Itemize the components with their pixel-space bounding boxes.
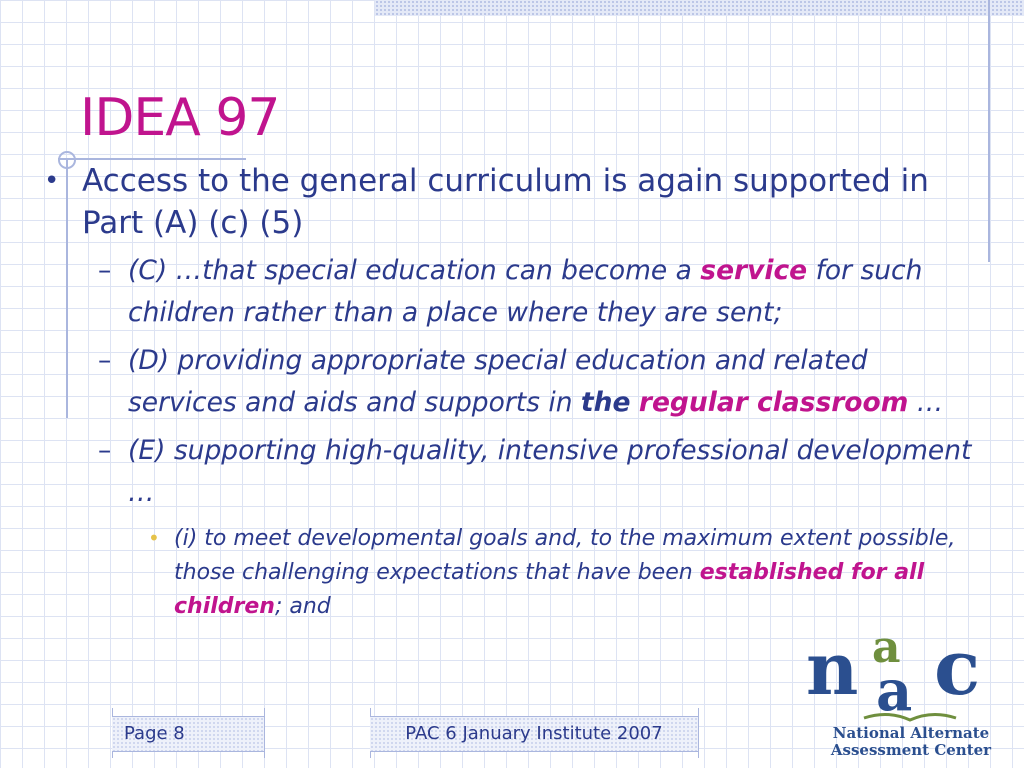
main-bullet [44, 160, 984, 244]
main-bullet-text: Access to the general curriculum is again supported in Part (A) (c) (5) [82, 163, 929, 241]
sub-bullet-c-emphasis: service [700, 255, 808, 286]
header-band [375, 0, 1024, 16]
footer-event-text: PAC 6 January Institute 2007 [405, 723, 663, 744]
sub-sub-bullet-i [44, 522, 964, 624]
slide-title: IDEA 97 [80, 88, 280, 148]
naac-logo [806, 622, 1016, 762]
sub-sub-bullet-suffix: ; and [274, 594, 331, 619]
slide-body [44, 160, 984, 624]
dash-icon: – [98, 255, 112, 286]
logo-letter-a-bottom: a [876, 658, 913, 724]
logo-letter-n: n [806, 626, 859, 711]
sub-bullet-d-suffix: … [908, 387, 944, 418]
logo-letter-a-top: a [872, 622, 901, 673]
sub-sub-bullet-prefix: (i) to meet developmental goals and, to the maximum extent possible, those challenging expectations that have been [174, 526, 956, 585]
frame-line-right [988, 0, 990, 262]
dash-icon: – [98, 435, 112, 466]
footer-page [112, 716, 264, 752]
footer-tick [698, 708, 699, 758]
sub-bullet-c [44, 250, 984, 334]
sub-bullet-c-prefix: (C) …that special education can become a [128, 255, 701, 286]
bullet-dot-icon: • [148, 526, 160, 550]
sub-bullet-e [44, 430, 984, 514]
sub-sub-bullet-emphasis: established for all children [174, 560, 925, 619]
sub-bullet-e-text: (E) supporting high-quality, intensive professional development … [128, 435, 972, 508]
logo-line-1: National Alternate [832, 724, 990, 742]
sub-bullet-d-emphasis: regular classroom [638, 387, 909, 418]
logo-letter-c: c [934, 623, 981, 712]
sub-bullet-d-emphasis-the: the [580, 387, 631, 418]
sub-bullet-d [44, 340, 984, 424]
dash-icon: – [98, 345, 112, 376]
sub-bullet-d-prefix: (D) providing appropriate special education and related services and aids and supports in [128, 345, 868, 418]
footer-event [370, 716, 698, 752]
footer-page-text: Page 8 [124, 723, 185, 744]
bullet-icon: • [44, 166, 60, 196]
footer-tick [264, 708, 265, 758]
sub-bullet-c-suffix: for such children rather than a place where they are sent; [128, 255, 923, 328]
logo-line-2: Assessment Center [830, 741, 992, 759]
